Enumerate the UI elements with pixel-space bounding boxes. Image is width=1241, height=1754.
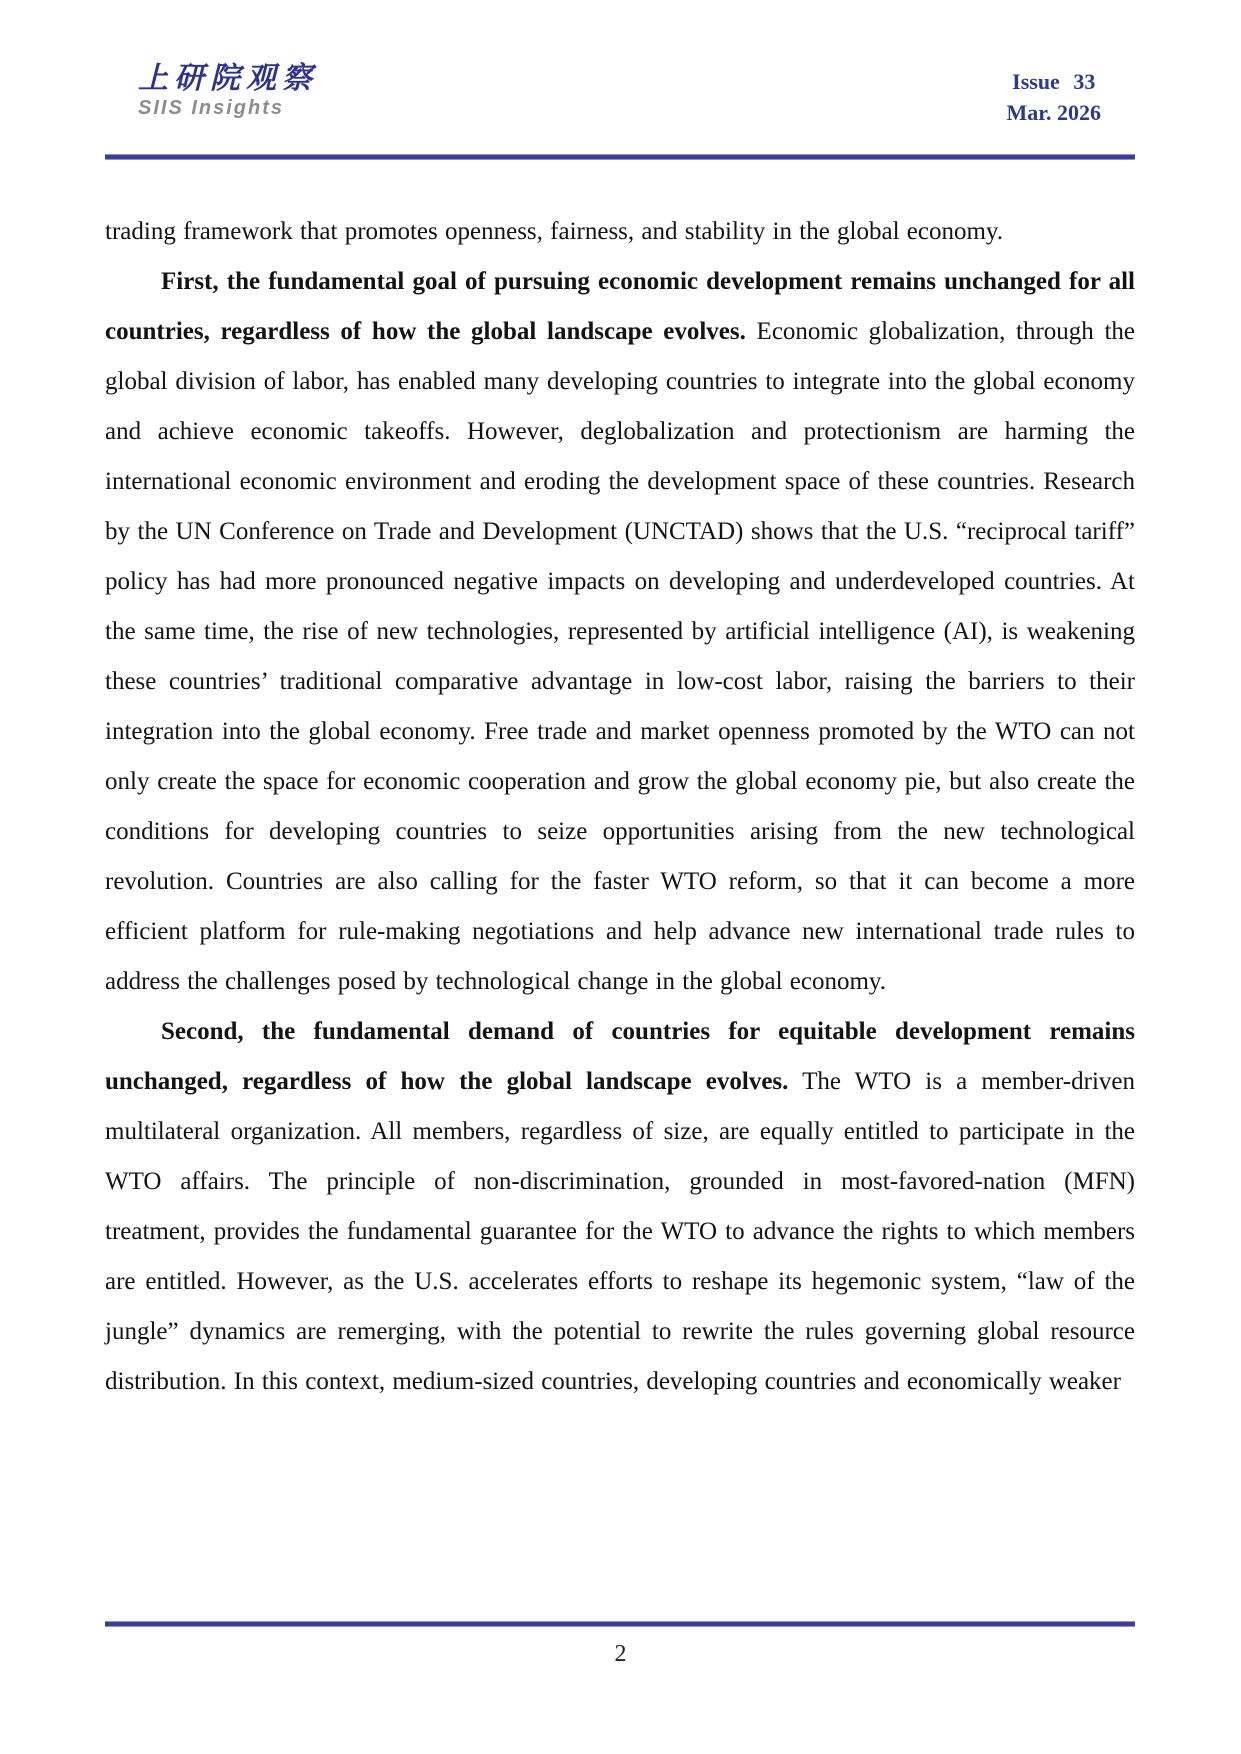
page-header-brand [138, 62, 318, 119]
paragraph-second-point [105, 1007, 1135, 1407]
brand-logo-english: SIIS Insights [138, 97, 285, 119]
issue-number: Issue 33 [1012, 69, 1096, 94]
paragraph-second-bold-lead: Second, the fundamental demand of countries for equitable development remains unchanged, regardless of how the global landscape evolves. [105, 1018, 1135, 1095]
issue-info [1006, 66, 1101, 128]
paragraph-first-point [105, 257, 1135, 1007]
paragraph-first-text: Economic globalization, through the global division of labor, has enabled many developing countries to integrate into the global economy and achieve economic takeoffs. However, deglobalization and protectionism are harming the international economic environment and eroding the development space of these countries. Research by the UN Conference on Trade and Development (UNCTAD) shows that the U.S. “reciprocal tariff” policy has had more pronounced negative impacts on developing and underdeveloped countries. At the same time, the rise of new technologies, represented by artificial intelligence (AI), is weakening these countries’ traditional comparative advantage in low-cost labor, raising the barriers to their integration into the global economy. Free trade and market openness promoted by the WTO can not only create the space for economic cooperation and grow the global economy pie, but also create the conditions for developing countries to seize opportunities arising from the new technological revolution. Countries are also calling for the faster WTO reform, so that it can become a more efficient platform for rule-making negotiations and help advance new international trade rules to address the challenges posed by technological change in the global economy. [105, 318, 1136, 995]
document-body [105, 207, 1135, 1407]
page-number: 2 [614, 1641, 627, 1667]
paragraph-first-bold-lead: First, the fundamental goal of pursuing economic development remains unchanged for all countries, regardless of how the global landscape evolves. [105, 268, 1135, 345]
issue-date: Mar. 2026 [1006, 100, 1101, 125]
brand-logo-chinese: 上研院观察 [138, 61, 318, 96]
paragraph-second-text: The WTO is a member-driven multilateral organization. All members, regardless of size, are equally entitled to participate in the WTO affairs. The principle of non-discrimination, grounded in most-favored-nation (MFN) treatment, provides the fundamental guarantee for the WTO to advance the rights to which members are entitled. However, as the U.S. accelerates efforts to reshape its hegemonic system, “law of the jungle” dynamics are remerging, with the potential to rewrite the rules governing global resource distribution. In this context, medium-sized countries, developing countries and economically weaker [105, 1068, 1135, 1395]
footer-divider-rule [105, 1621, 1135, 1627]
header-divider-rule [105, 154, 1135, 160]
paragraph-continued: trading framework that promotes openness, fairness, and stability in the global economy. [105, 218, 1004, 245]
